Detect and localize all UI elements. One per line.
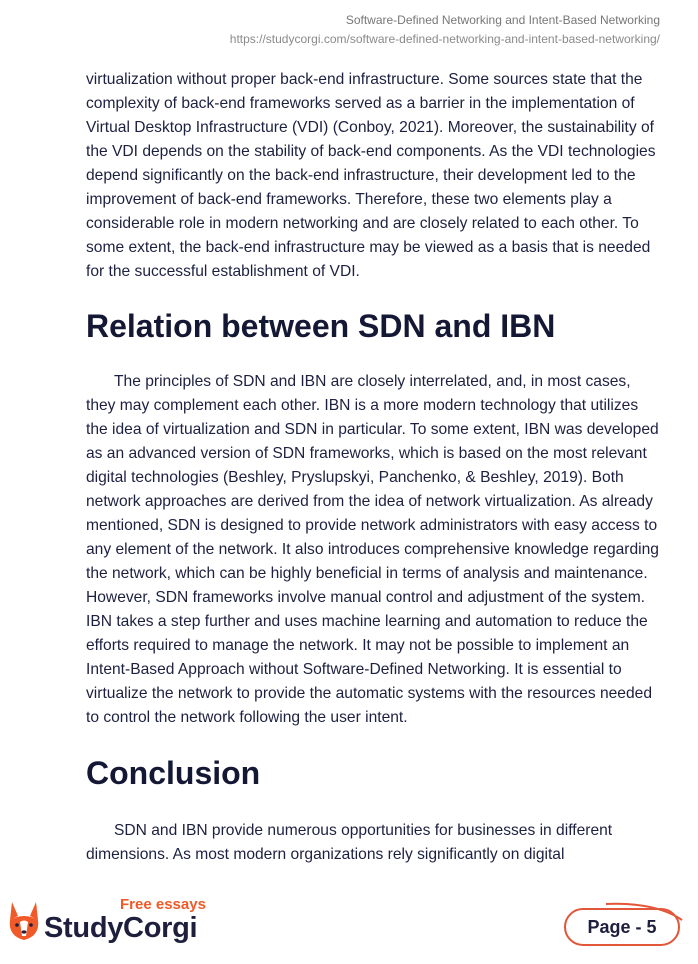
paragraph-continued: virtualization without proper back-end infrastructure. Some sources state that the complexity of back-end frameworks served as a barrier in the implementation of Virtual Desktop Infrastructure (VDI) (Conboy, 2021). Moreover, the sustainability of the VDI depends on the stability of back-end components. As the VDI technologies depend significantly on the back-end infrastructure, their development led to the improvement of back-end frameworks. Therefore, these two elements play a considerable role in modern networking and are closely related to each other. To some extent, the back-end infrastructure may be viewed as a basis that is needed for the successful establishment of VDI. — [86, 71, 656, 280]
document-body — [86, 68, 661, 867]
corgi-logo-icon[interactable] — [6, 892, 42, 947]
free-essays-tagline: Free essays — [120, 896, 206, 913]
document-url[interactable]: https://studycorgi.com/software-defined-networking-and-intent-based-networking/ — [229, 32, 660, 46]
page-footer — [0, 884, 698, 964]
page-number-badge: Page - 5 — [564, 908, 680, 946]
section-heading-conclusion: Conclusion — [86, 755, 261, 791]
document-title: Software-Defined Networking and Intent-Based Networking — [345, 13, 660, 27]
paragraph-conclusion: SDN and IBN provide numerous opportunities for businesses in different dimensions. As most modern organizations rely significantly on digital — [86, 822, 613, 863]
paragraph-relation: The principles of SDN and IBN are closely interrelated, and, in most cases, they may complement each other. IBN is a more modern technology that utilizes the idea of virtualization and SDN in particular. To some extent, IBN was developed as an advanced version of SDN frameworks, which is based on the most relevant digital technologies (Beshley, Pryslupskyi, Panchenko, & Beshley, 2019). Both network approaches are derived from the idea of network virtualization. As already mentioned, SDN is designed to provide network administrators with easy access to any element of the network. It also introduces comprehensive knowledge regarding the network, which can be highly beneficial in terms of analysis and maintenance. However, SDN frameworks involve manual control and adjustment of the system. IBN takes a step further and uses machine learning and automation to reduce the efforts required to manage the network. It may not be possible to implement an Intent-Based Approach without Software-Defined Networking. It is essential to virtualize the network to provide the automatic systems with the resources needed to control the network following the user intent. — [86, 373, 659, 726]
page-header — [230, 12, 660, 48]
studycorgi-brand[interactable]: StudyCorgi — [44, 912, 198, 944]
section-heading-relation: Relation between SDN and IBN — [86, 308, 556, 344]
